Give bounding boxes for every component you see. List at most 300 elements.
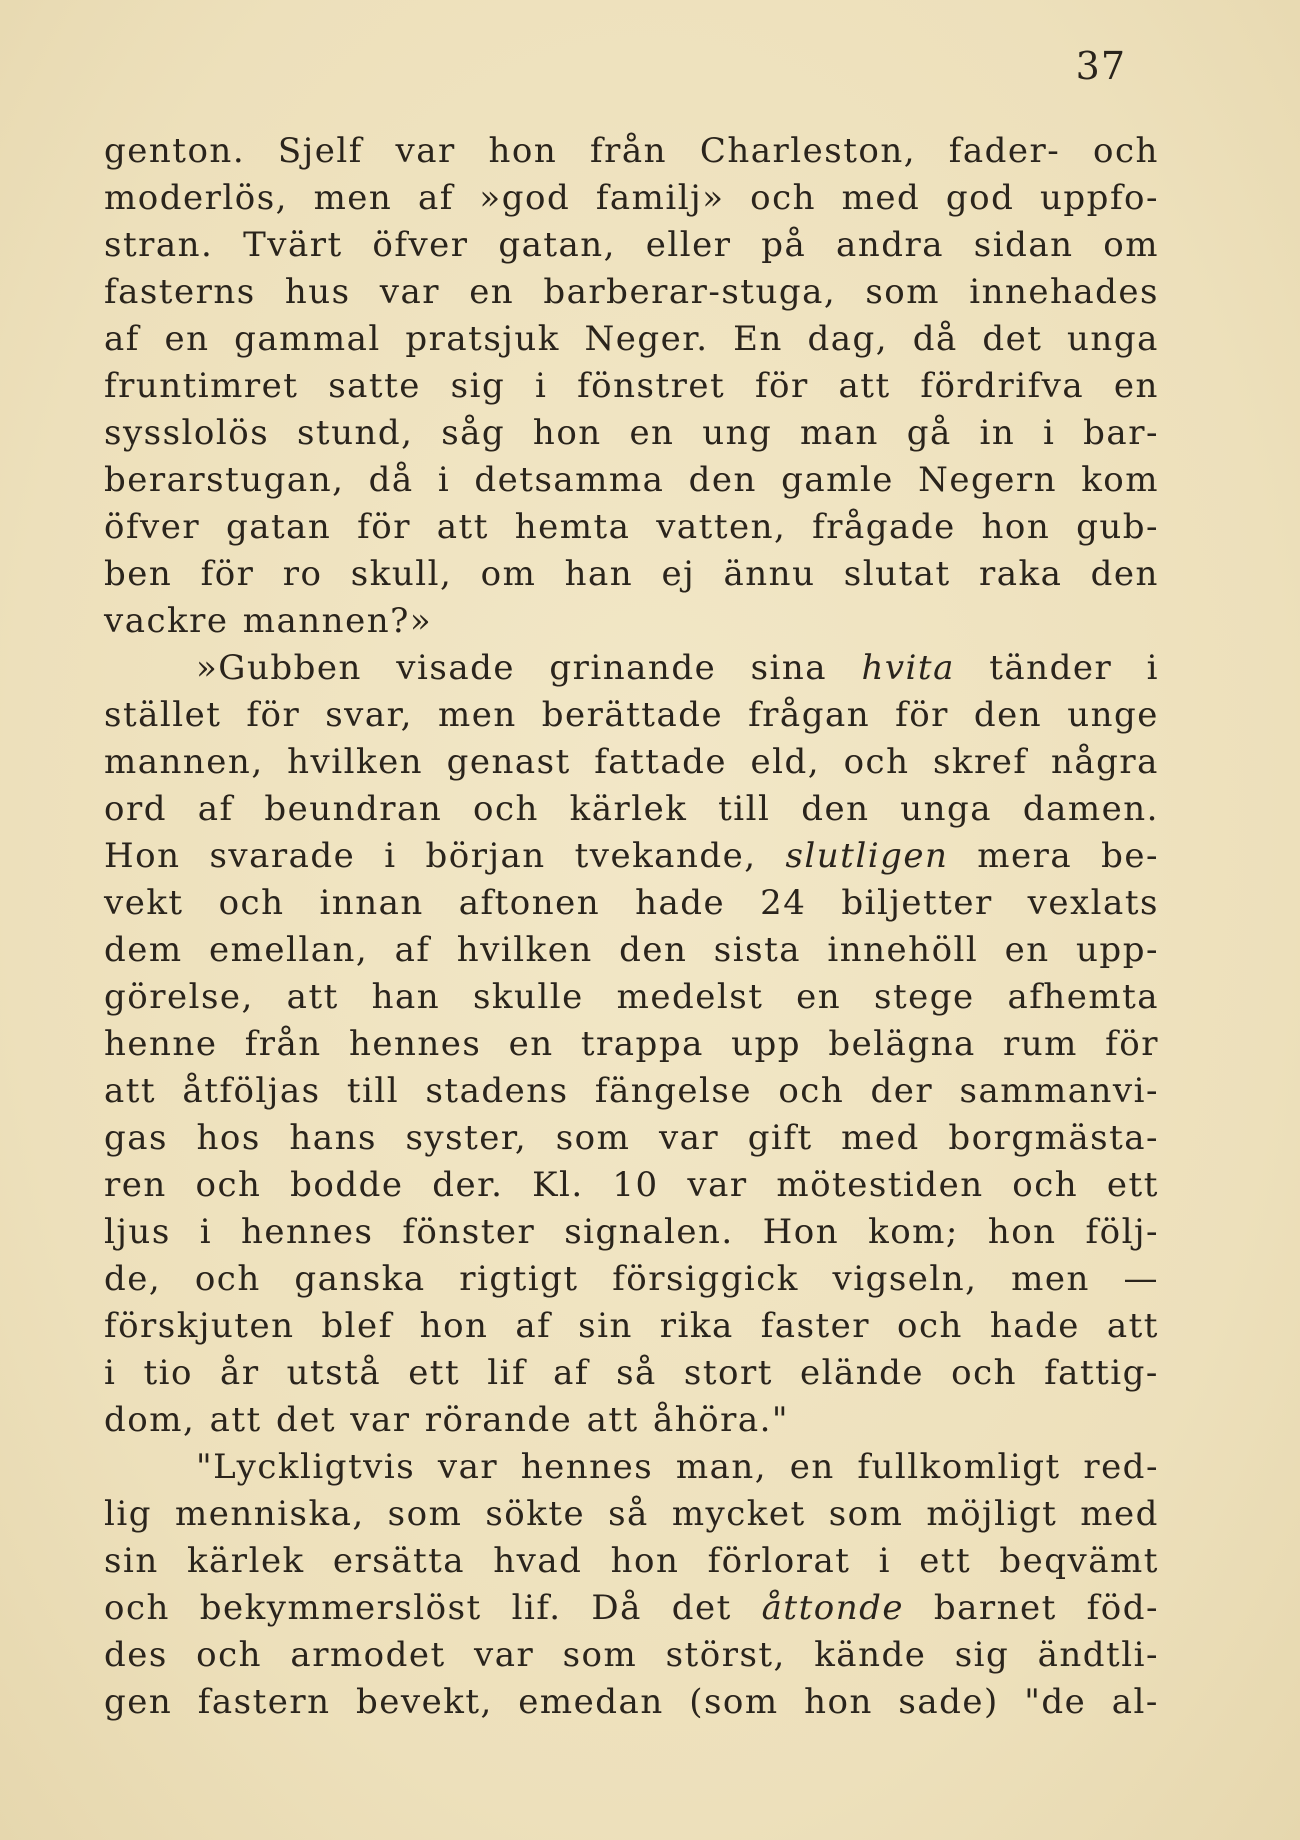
word: som	[865, 272, 941, 312]
word: af	[394, 930, 431, 970]
word: hemta	[514, 507, 631, 547]
word: der	[870, 1071, 934, 1111]
text-line	[104, 1256, 1159, 1303]
word: hon	[488, 131, 558, 171]
word: hennes	[520, 1447, 654, 1487]
word: al-	[1111, 1682, 1159, 1722]
word: hvad	[493, 1541, 583, 1581]
word: kände	[814, 1635, 927, 1675]
word: den	[1090, 554, 1159, 594]
word: gift	[747, 1118, 813, 1158]
word: öfver	[104, 507, 201, 547]
word: fader-	[948, 131, 1061, 171]
word: i	[199, 1212, 213, 1252]
word: hon	[804, 1682, 873, 1722]
word: och	[196, 1635, 263, 1675]
word: Charleston,	[699, 131, 917, 171]
word: några	[1050, 742, 1159, 782]
italic-word: slutligen	[785, 836, 949, 876]
word: med	[841, 1118, 920, 1158]
text-line	[104, 1538, 1159, 1585]
word: de,	[104, 1259, 162, 1299]
italic-word: hvita	[861, 648, 955, 688]
word: sammanvi-	[959, 1071, 1159, 1111]
word: utstå	[286, 1353, 382, 1393]
word: bodde	[290, 1165, 404, 1205]
word: vatten,	[656, 507, 787, 547]
word: kärlek	[569, 789, 688, 829]
word: kärlek	[186, 1541, 305, 1581]
word: medelst	[616, 977, 764, 1017]
word: be-	[1101, 836, 1159, 876]
word: hon	[610, 1541, 680, 1581]
word: som	[828, 1494, 904, 1534]
word: och	[1012, 1165, 1079, 1205]
word: red-	[1083, 1447, 1159, 1487]
word: ganska	[294, 1259, 426, 1299]
word: försiggick	[612, 1259, 799, 1299]
word: eld,	[750, 742, 821, 782]
word: lig	[104, 1494, 153, 1534]
word: borgmästa-	[948, 1118, 1159, 1158]
word: barberar-stuga,	[543, 272, 837, 312]
word: hon	[987, 1212, 1057, 1252]
word: han	[371, 977, 441, 1017]
word: der.	[432, 1165, 504, 1205]
word: ett	[919, 1541, 972, 1581]
word: emellan,	[209, 930, 369, 970]
word: att	[104, 1071, 157, 1111]
word: frågade	[812, 507, 956, 547]
word: som	[387, 1494, 463, 1534]
word: ej	[661, 554, 696, 594]
word: man	[800, 413, 879, 453]
word: ren	[104, 1165, 167, 1205]
word: En	[733, 319, 783, 359]
word: var	[350, 1400, 411, 1440]
word: »Gubben	[196, 648, 362, 688]
word: belägna	[828, 1024, 976, 1064]
word: ett	[408, 1353, 461, 1393]
word: mannen?»	[242, 601, 433, 641]
word: grinande	[549, 648, 717, 688]
word: var	[395, 131, 456, 171]
word: upp	[731, 1024, 802, 1064]
word: visade	[396, 648, 515, 688]
word: en	[796, 977, 842, 1017]
text-line	[104, 927, 1159, 974]
text-line	[104, 1021, 1159, 1068]
word: svar,	[325, 695, 413, 735]
word: vekt	[104, 883, 184, 923]
word: för	[246, 695, 301, 735]
text-line	[104, 598, 1159, 645]
text-line	[104, 1068, 1159, 1115]
word: "de	[1024, 1682, 1087, 1722]
word: 10	[612, 1165, 659, 1205]
word: des	[104, 1635, 168, 1675]
text-line	[104, 1115, 1159, 1162]
word: menniska,	[175, 1494, 365, 1534]
word: från	[244, 1024, 322, 1064]
word: vigseln,	[832, 1259, 978, 1299]
text-line	[104, 1444, 1159, 1491]
word: mannen,	[104, 742, 264, 782]
word: ljus	[104, 1212, 171, 1252]
word: innehades	[969, 272, 1159, 312]
word: af	[515, 1306, 552, 1346]
word: var	[437, 1447, 499, 1487]
word: att	[1106, 1306, 1159, 1346]
word: vexlats	[1027, 883, 1159, 923]
word: ännu	[723, 554, 816, 594]
word: bar-	[1083, 413, 1159, 453]
word: fönstret	[577, 366, 726, 406]
word: fruntimret	[104, 366, 299, 406]
word: ro	[282, 554, 323, 594]
text-line	[104, 692, 1159, 739]
text-line	[104, 1491, 1159, 1538]
word: att	[286, 977, 339, 1017]
text-line	[104, 1303, 1159, 1350]
word: genast	[446, 742, 571, 782]
word: damen.	[1022, 789, 1159, 829]
word: 24	[760, 883, 807, 923]
word: till	[718, 789, 771, 829]
word: Sjelf	[277, 131, 363, 171]
word: armodet	[290, 1635, 446, 1675]
word: stort	[683, 1353, 773, 1393]
word: då	[912, 319, 958, 359]
word: det	[982, 319, 1043, 359]
word: kom	[1081, 460, 1159, 500]
text-line	[104, 1679, 1159, 1726]
text-line	[104, 833, 1159, 880]
word: sökte	[485, 1494, 586, 1534]
word: hon	[419, 1306, 489, 1346]
word: berarstugan,	[104, 460, 345, 500]
word: och	[750, 178, 817, 218]
word: åhöra."	[652, 1400, 790, 1440]
word: »god	[479, 178, 571, 218]
word: i	[1043, 413, 1056, 453]
word: innan	[319, 883, 424, 923]
word: henne	[104, 1024, 218, 1064]
word: hos	[196, 1118, 261, 1158]
word: sysslolös	[104, 413, 270, 453]
word: en	[1004, 930, 1050, 970]
word: den	[688, 460, 757, 500]
word: frågan	[748, 695, 871, 735]
word: men	[313, 178, 393, 218]
text-line	[104, 786, 1159, 833]
word: sin	[104, 1541, 159, 1581]
word: signalen.	[564, 1212, 734, 1252]
word: i	[878, 1541, 892, 1581]
word: ung	[702, 413, 773, 453]
word: fullkomligt	[857, 1447, 1061, 1487]
word: afhemta	[1007, 977, 1159, 1017]
word: den	[801, 789, 870, 829]
word: möjligt	[926, 1494, 1058, 1534]
word: lif.	[511, 1588, 562, 1628]
text-line	[104, 880, 1159, 927]
word: hade	[989, 1306, 1080, 1346]
word: familj»	[595, 178, 725, 218]
word: och	[472, 789, 539, 829]
word: det	[275, 1400, 336, 1440]
word: sin	[578, 1306, 633, 1346]
text-line	[104, 739, 1159, 786]
word: det	[671, 1588, 732, 1628]
word: att	[436, 507, 489, 547]
word: tio	[143, 1353, 193, 1393]
word: var	[687, 1165, 748, 1205]
word: Tvärt	[243, 225, 343, 265]
word: en	[789, 1447, 835, 1487]
word: ben	[104, 554, 173, 594]
word: åtföljas	[182, 1071, 321, 1111]
word: föd-	[1086, 1588, 1159, 1628]
text-line	[104, 175, 1159, 222]
text-line	[104, 222, 1159, 269]
word: och	[195, 1165, 262, 1205]
word: att	[209, 1400, 262, 1440]
word: en	[629, 413, 675, 453]
word: dom,	[104, 1400, 196, 1440]
word: en	[1113, 366, 1159, 406]
word: fattig-	[1044, 1353, 1159, 1393]
word: men	[1011, 1259, 1090, 1299]
word: vackre	[104, 601, 229, 641]
word: görelse,	[104, 977, 254, 1017]
word: upp-	[1076, 930, 1159, 970]
word: att	[586, 1400, 639, 1440]
word: rigtigt	[459, 1259, 579, 1299]
word: om	[480, 554, 537, 594]
word: och	[778, 1071, 845, 1111]
word: gub-	[1076, 507, 1159, 547]
word: barnet	[933, 1588, 1057, 1628]
word: lif	[487, 1353, 527, 1393]
word: och	[1093, 131, 1159, 171]
word: var	[658, 1118, 720, 1158]
word: hus	[284, 272, 351, 312]
word: Hon	[104, 836, 181, 876]
word: förskjuten	[104, 1306, 295, 1346]
word: rika	[659, 1306, 734, 1346]
word: —	[1123, 1259, 1159, 1299]
text-line	[104, 410, 1159, 457]
word: satte	[328, 366, 421, 406]
word: mera	[977, 836, 1073, 876]
word: hon	[981, 507, 1051, 547]
text-line	[104, 504, 1159, 551]
word: Kl.	[532, 1165, 584, 1205]
word: gas	[104, 1118, 168, 1158]
word: gen	[104, 1682, 173, 1722]
word: en	[164, 319, 210, 359]
word: man,	[675, 1447, 768, 1487]
word: dag,	[807, 319, 889, 359]
word: (som	[689, 1682, 779, 1722]
word: innehöll	[827, 930, 979, 970]
word: som	[555, 1118, 631, 1158]
word: störst,	[665, 1635, 786, 1675]
word: beundran	[264, 789, 443, 829]
word: fattade	[594, 742, 728, 782]
word: fängelse	[594, 1071, 752, 1111]
word: skref	[932, 742, 1028, 782]
word: och	[218, 883, 285, 923]
word: då	[368, 460, 414, 500]
word: i	[437, 460, 451, 500]
text-line	[104, 363, 1159, 410]
word: följ-	[1085, 1212, 1159, 1252]
word: Då	[591, 1588, 642, 1628]
word: var	[474, 1635, 535, 1675]
word: slutat	[843, 554, 951, 594]
word: en	[508, 1024, 554, 1064]
word: unge	[1067, 695, 1159, 735]
page-number: 37	[1075, 44, 1126, 88]
word: i	[1146, 648, 1159, 688]
word: på	[761, 225, 807, 265]
word: med	[841, 178, 921, 218]
word: kom;	[868, 1212, 959, 1252]
word: sig	[954, 1635, 1010, 1675]
word: skull,	[350, 554, 453, 594]
word: från	[590, 131, 668, 171]
word: uppfo-	[1040, 178, 1159, 218]
word: tänder	[989, 648, 1113, 688]
word: Neger.	[584, 319, 709, 359]
word: gå	[906, 413, 952, 453]
word: början	[425, 836, 546, 876]
word: biljetter	[841, 883, 993, 923]
word: stund,	[296, 413, 414, 453]
word: elände	[799, 1353, 925, 1393]
word: en	[469, 272, 515, 312]
word: att	[838, 366, 891, 406]
word: den	[619, 930, 688, 970]
word: raka	[978, 554, 1063, 594]
word: af	[417, 178, 454, 218]
word: den	[973, 695, 1043, 735]
italic-word: åttonde	[761, 1588, 904, 1628]
word: in	[979, 413, 1016, 453]
word: fasterns	[104, 272, 256, 312]
word: i	[534, 366, 548, 406]
word: hvilken	[456, 930, 593, 970]
word: och	[896, 1306, 963, 1346]
word: gatan	[225, 507, 332, 547]
word: som	[562, 1635, 638, 1675]
word: gatan,	[498, 225, 616, 265]
word: så	[616, 1353, 657, 1393]
text-line	[104, 269, 1159, 316]
word: stadens	[425, 1071, 569, 1111]
word: om	[1103, 225, 1159, 265]
word: sina	[750, 648, 828, 688]
word: blef	[321, 1306, 393, 1346]
word: bekymmerslöst	[199, 1588, 482, 1628]
word: beqvämt	[999, 1541, 1159, 1581]
word: till	[346, 1071, 400, 1111]
word: unga	[900, 789, 993, 829]
word: gammal	[234, 319, 381, 359]
word: stege	[874, 977, 975, 1017]
word: han	[564, 554, 634, 594]
word: syster,	[405, 1118, 528, 1158]
word: bevekt,	[356, 1682, 493, 1722]
word: hon	[532, 413, 602, 453]
word: stället	[104, 695, 222, 735]
word: för	[200, 554, 255, 594]
word: och	[194, 1259, 261, 1299]
word: och	[843, 742, 910, 782]
text-line	[104, 128, 1159, 175]
word: "Lyckligtvis	[196, 1447, 416, 1487]
word: ett	[1106, 1165, 1159, 1205]
word: men	[437, 695, 517, 735]
word: hans	[289, 1118, 377, 1158]
word: skulle	[472, 977, 584, 1017]
text-line	[104, 1632, 1159, 1679]
word: af	[104, 319, 140, 359]
word: ändtli-	[1037, 1635, 1159, 1675]
word: genton.	[104, 131, 246, 171]
word: detsamma	[474, 460, 665, 500]
word: af	[553, 1353, 589, 1393]
text-line	[104, 1350, 1159, 1397]
word: ersätta	[332, 1541, 466, 1581]
body-text	[104, 128, 1159, 1726]
word: var	[379, 272, 441, 312]
word: sista	[713, 930, 802, 970]
word: af	[197, 789, 234, 829]
word: sig	[450, 366, 506, 406]
word: öfver	[372, 225, 469, 265]
text-line	[104, 974, 1159, 1021]
word: rörande	[424, 1400, 573, 1440]
word: Hon	[762, 1212, 840, 1252]
word: dem	[104, 930, 183, 970]
word: svarade	[209, 836, 356, 876]
word: berättade	[541, 695, 724, 735]
word: hennes	[348, 1024, 482, 1064]
word: så	[608, 1494, 649, 1534]
text-line	[104, 551, 1159, 598]
text-line	[104, 316, 1159, 363]
word: rum	[1003, 1024, 1078, 1064]
word: fördrifva	[920, 366, 1085, 406]
word: trappa	[580, 1024, 704, 1064]
word: och	[951, 1353, 1018, 1393]
word: mycket	[671, 1494, 806, 1534]
word: sade)	[898, 1682, 999, 1722]
word: såg	[441, 413, 506, 453]
word: fönster	[402, 1212, 536, 1252]
word: år	[220, 1353, 260, 1393]
text-line	[104, 1397, 1159, 1444]
word: hade	[635, 883, 726, 923]
word: för	[357, 507, 411, 547]
word: förlorat	[707, 1541, 851, 1581]
word: fastern	[197, 1682, 331, 1722]
word: med	[1080, 1494, 1159, 1534]
text-line	[104, 457, 1159, 504]
